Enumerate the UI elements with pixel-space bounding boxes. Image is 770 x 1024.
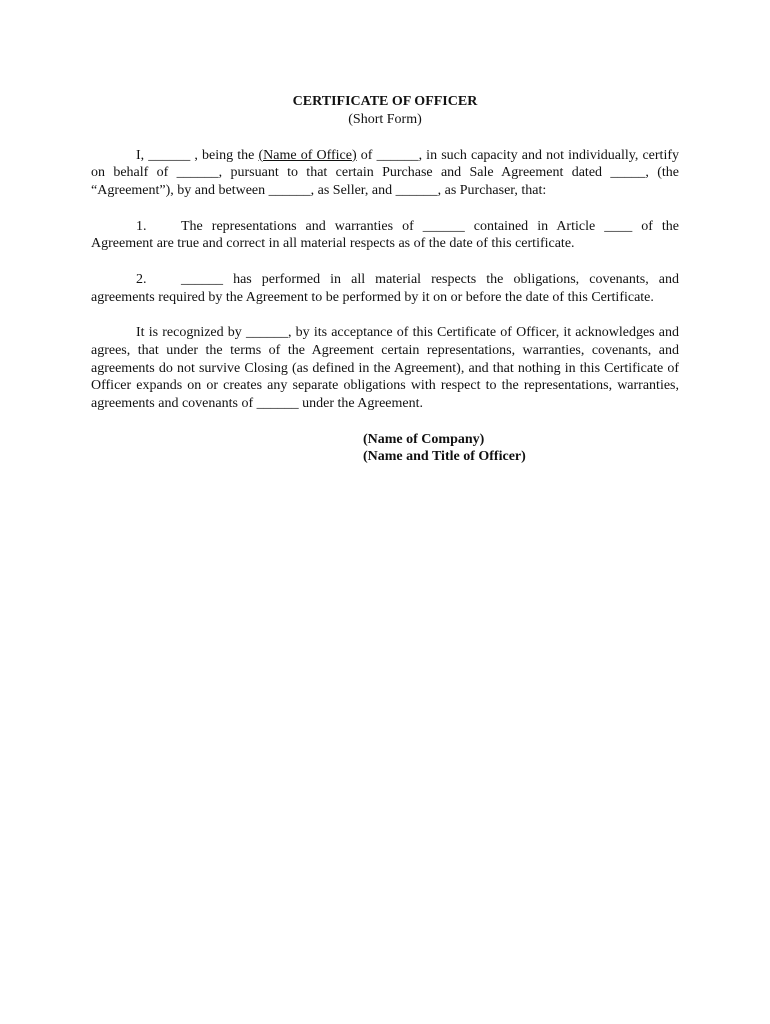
item-number: 2. [136, 271, 147, 287]
office-placeholder: (Name of Office) [258, 147, 357, 163]
numbered-item-1 [91, 218, 679, 254]
document-body [91, 93, 679, 466]
document-subtitle: (Short Form) [348, 111, 422, 127]
intro-text-end: of ______, in such capacity and not individually, certify on behalf of ______, pursuant to that certain Purchase and Sale Agreement dated _____, (the “Agreement”), by and between ______, as Seller, and ______, as Purchaser, that: [91, 147, 679, 199]
intro-text-start: I, ______ , being the [136, 147, 259, 163]
item-text: ______ has performed in all material respects the obligations, covenants, and agreements required by the Agreement to be performed by it on or before the date of this Certificate. [91, 271, 679, 305]
numbered-item-2 [91, 271, 679, 307]
acknowledgement-paragraph: It is recognized by ______, by its acceptance of this Certificate of Officer, it acknowledges and agrees, that under the terms of the Agreement certain representations, warranties, covenants, and agreements do not survive Closing (as defined in the Agreement), and that nothing in this Certificate of Officer expands on or creates any separate obligations with respect to the representations, warranties, agreements and covenants of ______ under the Agreement. [91, 324, 679, 412]
item-number: 1. [136, 218, 147, 234]
item-text: The representations and warranties of ______ contained in Article ____ of the Agreement are true and correct in all material respects as of the date of this certificate. [91, 218, 679, 252]
signature-officer: (Name and Title of Officer) [363, 449, 526, 465]
intro-paragraph [91, 147, 679, 200]
signature-company: (Name of Company) [363, 431, 485, 447]
document-title: CERTIFICATE OF OFFICER [292, 94, 478, 109]
